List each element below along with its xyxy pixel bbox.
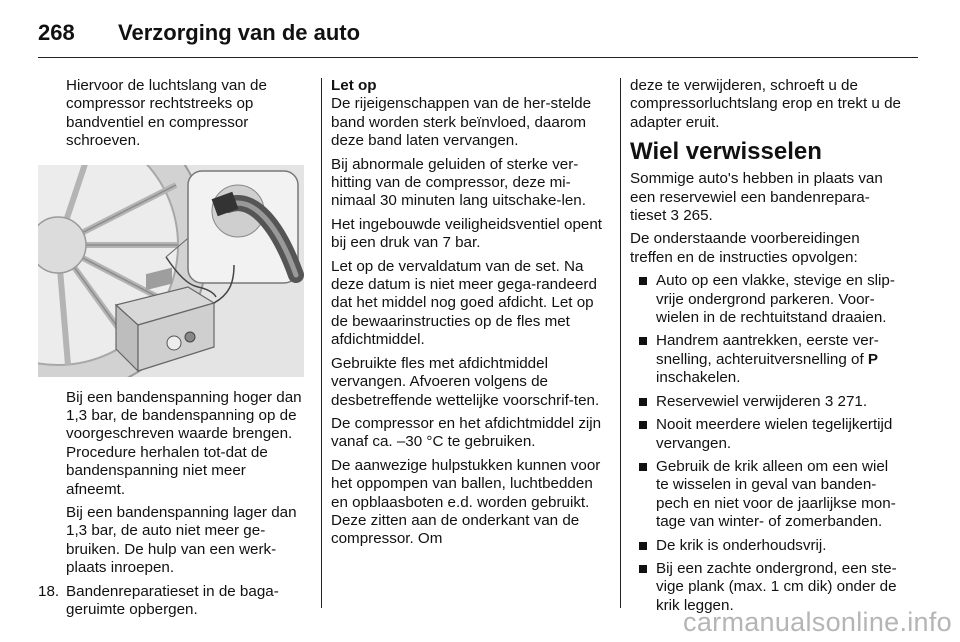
bullet-text: Nooit meerdere wielen tegelijkertijd vervangen. [656, 416, 893, 452]
section-intro [630, 170, 902, 225]
bullet-item [630, 332, 902, 387]
bullet-text: De krik is onderhoudsvrij. [656, 536, 827, 554]
bullet-text: Reservewiel verwijderen [656, 392, 821, 410]
page-reference: 3 265. [670, 207, 713, 225]
bullet-square [639, 463, 647, 471]
bullet-text: Handrem aantrekken, eerste ver-snelling, achteruitversnelling of [656, 332, 879, 368]
continued-paragraph: deze te verwijderen, schroeft u de compressorluchtslang erop en trekt u de adapter eruit. [630, 77, 901, 131]
compressor-illustration [38, 165, 304, 377]
column-1 [38, 77, 304, 625]
bullet-item [630, 272, 902, 327]
bullet-square [639, 337, 647, 345]
pressure-high-paragraph: Bij een bandenspanning hoger dan 1,3 bar, de bandenspanning op de voorgeschreven waarde brengen. Procedure herhalen tot-dat de bandenspanning niet meer afneemt. [66, 388, 302, 498]
bullet-square [639, 542, 647, 550]
bullet-square [639, 421, 647, 429]
column-divider-2 [620, 78, 621, 608]
bullet-text-end: inschakelen. [656, 369, 741, 387]
bullet-item [630, 537, 902, 555]
paragraph-accessories: De aanwezige hulpstukken kunnen voor het oppompen van ballen, luchtbedden en opblaasboten e.d. worden gebruikt. Deze zitten aan de onderkant van de compressor. Om [331, 456, 601, 548]
bullet-square [639, 398, 647, 406]
section-heading: Wiel verwisselen [630, 138, 822, 166]
caution-text: De rijeigenschappen van de her-stelde band worden sterk beïnvloed, daarom deze band laten vervangen. [331, 95, 592, 150]
paragraph-safety-valve: Het ingebouwde veiligheidsventiel opent bij een druk van 7 bar. [331, 215, 603, 252]
page-title: Verzorging van de auto [118, 20, 361, 45]
step-number: 18. [38, 582, 60, 600]
column-2 [331, 77, 603, 554]
section-intro-text: Sommige auto's hebben in plaats van een reservewiel een bandenrepara-tieset [630, 170, 883, 225]
intro-paragraph: Hiervoor de luchtslang van de compressor rechtstreeks op bandventiel en compressor schroeven. [66, 77, 267, 150]
bullet-item [630, 458, 902, 532]
paragraph-expiry: Let op de vervaldatum van de set. Na deze datum is niet meer gega-randeerd dat het middel nog goed afdicht. Let op de bewaarinstructies op de fles met afdichtmiddel. [331, 257, 597, 349]
step-18 [38, 583, 304, 620]
paragraph-noise: Bij abnormale geluiden of sterke ver-hitting van de compressor, deze mi-nimaal 30 minuten lang uitschake-len. [331, 155, 586, 210]
pressure-low-paragraph: Bij een bandenspanning lager dan 1,3 bar, de auto niet meer ge-bruiken. De hulp van een werk-plaats inroepen. [66, 504, 297, 577]
bullet-text: Gebruik de krik alleen om een wiel te wisselen in geval van banden-pech en niet voor de jaarlijkse mon-tage van winter- of zomerbanden. [656, 457, 896, 531]
bullet-text: Auto op een vlakke, stevige en slip-vrije ondergrond parkeren. Voor-wielen in de rechtuitstand draaien. [656, 272, 895, 327]
preparation-paragraph: De onderstaande voorbereidingen treffen en de instructies opvolgen: [630, 230, 860, 266]
bullet-text: Bij een zachte ondergrond, een ste-vige plank (max. 1 cm dik) onder de krik leggen. [656, 559, 897, 614]
bullet-item [630, 416, 902, 453]
watermark: carmanualsonline.info [683, 607, 952, 637]
page-reference: 3 271. [824, 392, 868, 410]
column-3 [630, 77, 902, 620]
header-divider [38, 57, 918, 58]
step-text: Bandenreparatieset in de baga-geruimte opbergen. [66, 582, 279, 619]
page-number: 268 [38, 20, 75, 45]
gear-p-label: P [867, 350, 879, 368]
caution-title: Let op [331, 77, 377, 94]
caution-block [331, 77, 603, 151]
page-header [38, 16, 918, 56]
tire-compressor-image [38, 165, 304, 377]
bullet-item [630, 393, 902, 411]
paragraph-replace-bottle: Gebruikte fles met afdichtmiddel vervangen. Afvoeren volgens de desbetreffende wettelijke voorschrif-ten. [331, 354, 600, 409]
column-divider-1 [321, 78, 322, 608]
bullet-square [639, 277, 647, 285]
bullet-square [639, 565, 647, 573]
paragraph-temperature: De compressor en het afdichtmiddel zijn vanaf ca. –30 °C te gebruiken. [331, 414, 602, 451]
